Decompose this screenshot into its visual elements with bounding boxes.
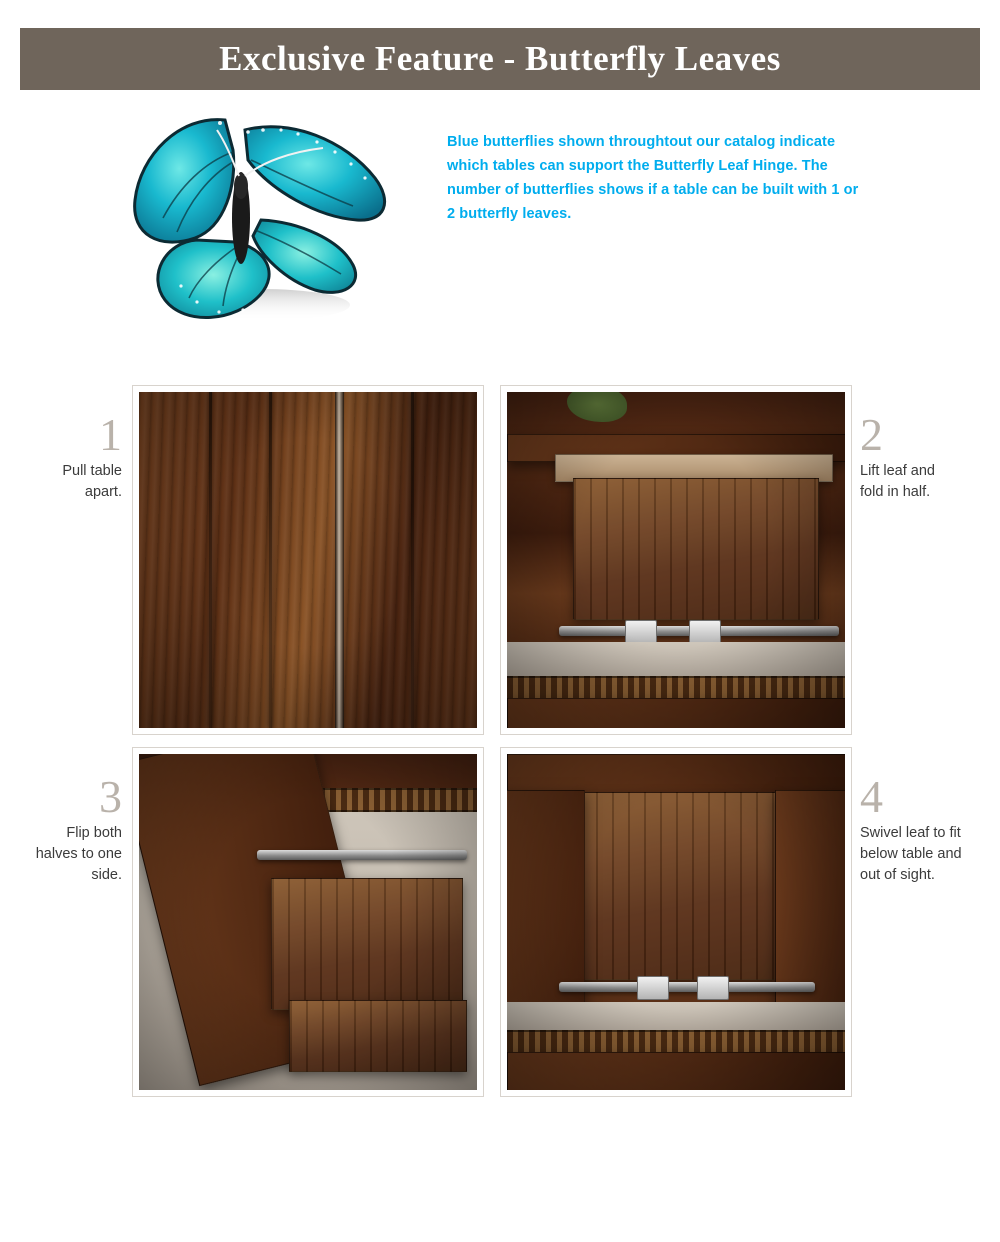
step-1-photo-frame (132, 385, 484, 735)
step-4-caption (852, 747, 962, 886)
step-1-text: Pull table apart. (62, 463, 122, 500)
step-3-text: Flip both halves to one side. (35, 825, 122, 883)
blue-butterfly-icon (85, 90, 405, 330)
step-4 (500, 747, 1000, 1097)
step-3 (0, 747, 500, 1097)
intro-paragraph: Blue butterflies shown throughtout our catalog indicate which tables can support the Butterfly Leaf Hinge. The number of butterflies shows if a table can be built with 1 or 2 butterfly leaves. (447, 134, 859, 222)
step-1 (0, 385, 500, 735)
step-1-number: 1 (99, 409, 122, 460)
step-2-number: 2 (860, 409, 883, 460)
step-2 (500, 385, 1000, 735)
step-1-photo-table-top-pulled-apart (139, 392, 477, 728)
step-3-number: 3 (99, 771, 122, 822)
step-4-photo-swivel-leaf-below (507, 754, 845, 1090)
steps-row-2 (0, 747, 1000, 1097)
step-4-photo-frame (500, 747, 852, 1097)
step-2-caption (852, 385, 962, 503)
step-3-photo-frame (132, 747, 484, 1097)
steps-row-1 (0, 385, 1000, 735)
step-4-number: 4 (860, 771, 883, 822)
step-2-photo-frame (500, 385, 852, 735)
butterfly-illustration (85, 90, 405, 330)
step-3-photo-flip-halves (139, 754, 477, 1090)
step-1-caption (22, 385, 132, 503)
header-banner (20, 28, 980, 90)
page-title: Exclusive Feature - Butterfly Leaves (219, 39, 781, 78)
steps-section (0, 385, 1000, 1109)
step-2-photo-lift-leaf-fold (507, 392, 845, 728)
step-2-text: Lift leaf and fold in half. (860, 463, 935, 500)
step-4-text: Swivel leaf to fit below table and out of sight. (860, 825, 962, 883)
step-3-caption (22, 747, 132, 886)
